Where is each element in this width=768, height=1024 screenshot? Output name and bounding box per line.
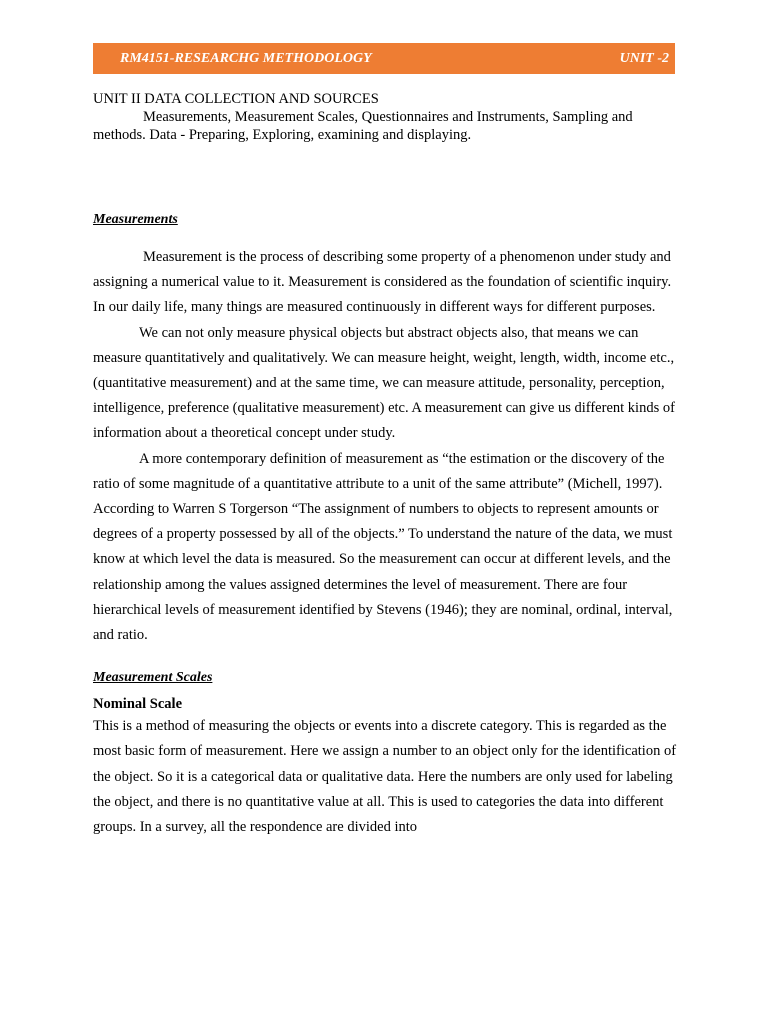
header-course-title: RM4151-RESEARCHG METHODOLOGY — [120, 50, 372, 66]
measurements-paragraph-2: We can not only measure physical objects but abstract objects also, that means we can measure quantitatively and qualitatively. We can measure height, weight, length, width, income etc., (quantitative measurement) and at the same time, we can measure attitude, personality, perception, intelligence, preference (qualitative measurement) etc. A measurement can give us different kinds of information about a theoretical concept under study. — [93, 324, 675, 442]
page-header-bar — [93, 43, 675, 74]
nominal-scale-paragraph: This is a method of measuring the objects or events into a discrete category. This is regarded as the most basic form of measurement. Here we assign a number to an object only for the identification of the object. So it is a categorical data or qualitative data. Here the numbers are only used for labeling the object, and there is no quantitative value at all. This is used to categories the data into different groups. In a survey, all the respondence are divided into — [93, 718, 677, 836]
spacer — [93, 230, 678, 245]
spacer — [93, 648, 678, 668]
unit-description: Measurements, Measurement Scales, Questionnaires and Instruments, Sampling and methods. Data - Preparing, Exploring, examining and displaying. — [93, 109, 633, 143]
measurements-paragraph-3: A more contemporary definition of measurement as “the estimation or the discovery of the ratio of some magnitude of a quantitative attribute to a unit of the same attribute” (Michell, 1997). — [93, 450, 665, 492]
section-heading-measurements: Measurements — [93, 212, 178, 227]
sub-heading-nominal-scale: Nominal Scale — [93, 696, 183, 713]
measurements-paragraph-4: According to Warren S Torgerson “The assignment of numbers to objects to represent amounts or degrees of a property possessed by all of the objects.” To understand the nature of the data, we must know at which level the data is measured. So the measurement can occur at different levels, and the relationship among the values assigned determines the level of measurement. There are four hierarchical levels of measurement identified by Stevens (1946); they are nominal, ordinal, interval, and ratio. — [93, 501, 673, 644]
header-unit-label: UNIT -2 — [619, 50, 669, 66]
unit-title: UNIT II DATA COLLECTION AND SOURCES — [93, 91, 379, 107]
spacer — [93, 144, 678, 210]
document-body — [93, 86, 678, 840]
measurements-paragraph-1: Measurement is the process of describing some property of a phenomenon under study and assigning a numerical value to it. Measurement is considered as the foundation of scientific inquiry. In our daily life, many things are measured continuously in different ways for different purposes. — [93, 249, 672, 316]
section-heading-measurement-scales: Measurement Scales — [93, 670, 213, 686]
